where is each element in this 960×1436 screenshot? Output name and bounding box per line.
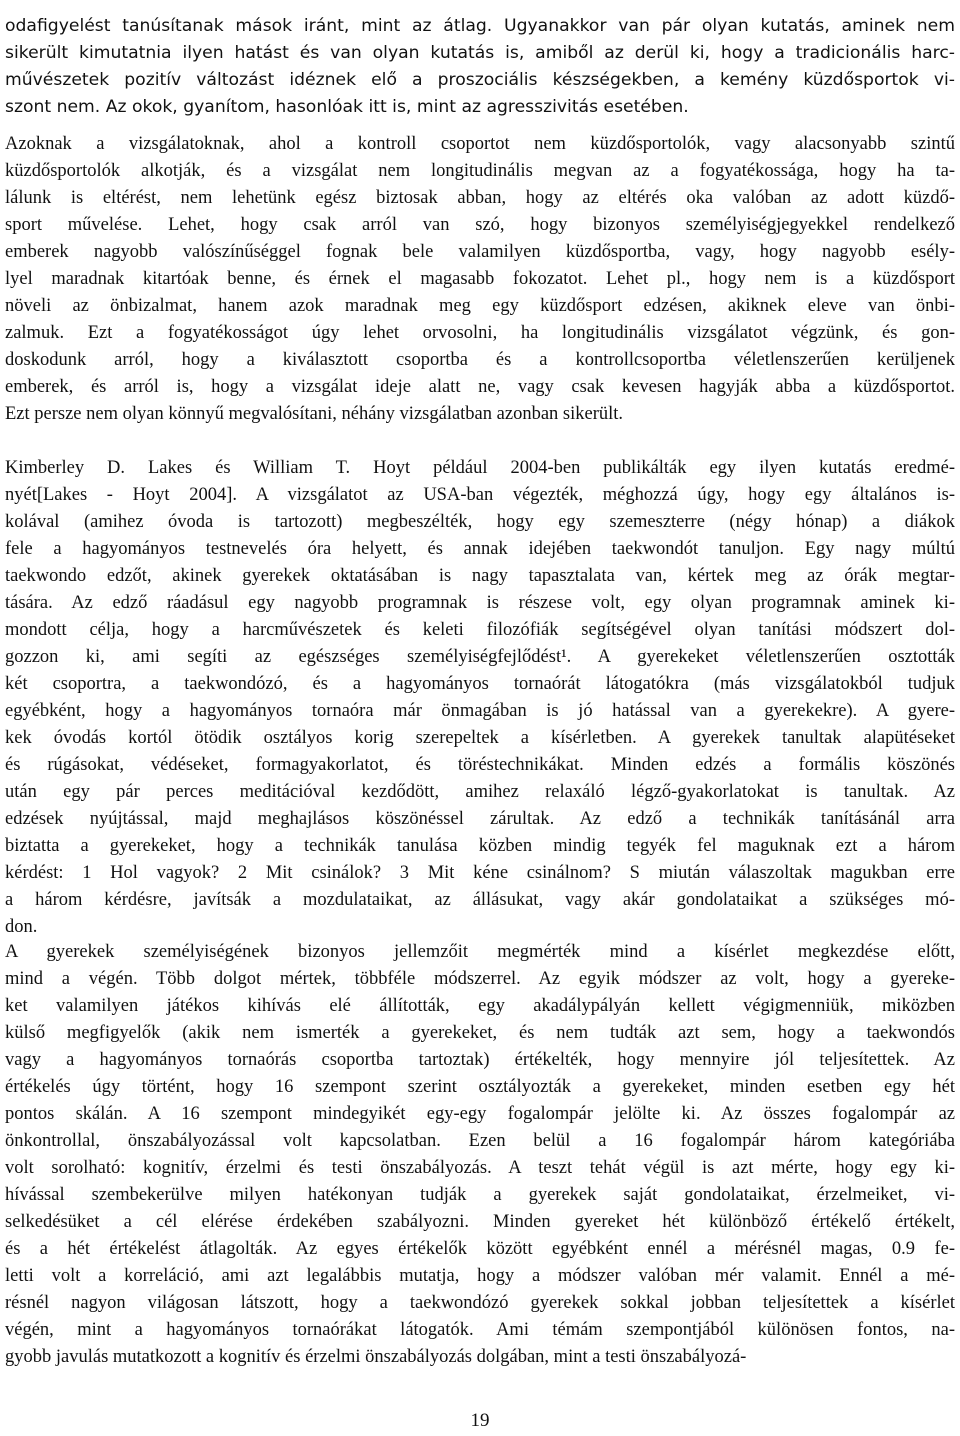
text-line: végén, mint a hagyományos tornaórákat látogatók. Ami témám szempontjából különösen fontos, na- [5, 1320, 955, 1340]
text-line: egyébként, hogy a hagyományos tornaóra már önmagában is jó hatással van a gyerekekre). A gyere- [5, 701, 955, 721]
text-line: fele a hagyományos testnevelés óra helyett, és annak idejében taekwondót tanuljon. Egy nagy múltú [5, 539, 955, 559]
text-line: emberek nagyobb valószínűséggel fognak bele valamilyen küzdősportba, vagy, hogy nagyobb esély- [5, 242, 955, 262]
text-line: önkontrollal, önszabályozással volt kapcsolatban. Ezen belül a 16 fogalompár három kategóriába [5, 1131, 955, 1151]
text-line: A gyerekek személyiségének bizonyos jellemzőit megmérték mind a kísérlet megkezdése előtt, [5, 942, 955, 962]
text-line: lyel maradnak kitartóak benne, és érnek el magasabb fokozatot. Lehet pl., hogy nem is a küzdősport [5, 269, 955, 289]
page-number: 19 [470, 1410, 490, 1431]
text-line: művészetek pozitív változást idéznek elő a proszociális készségekben, a kemény küzdősportok vi- [5, 70, 955, 90]
text-line: és a hét értékelést átlagolták. Az egyes értékelők között egyébként ennél a mérésnél magas, 0.9 fe- [5, 1239, 955, 1259]
text-line: gozzon ki, ami segíti az egészséges személyiségfejlődést¹. A gyerekeket véletlenszerűen osztották [5, 647, 955, 667]
text-line: szont nem. Az okok, gyanítom, hasonlóak itt is, mint az agresszivitás esetében. [5, 97, 689, 117]
text-line: lálunk is eltérést, nem lehetünk egész biztosak abban, hogy az eltérés oka valóban az adott küzdő- [5, 188, 955, 208]
text-line: sport művelése. Lehet, hogy csak arról van szó, hogy bizonyos személyiségjegyekkel rendelkező [5, 215, 955, 235]
text-line: Azoknak a vizsgálatoknak, ahol a kontroll csoportot nem küzdősportolók, vagy alacsonyabb szintű [5, 134, 955, 154]
text-line: volt sorolható: kognitív, érzelmi és testi önszabályozás. A teszt tehát végül is azt mérte, hogy egy ki- [5, 1158, 955, 1178]
text-line: Ezt persze nem olyan könnyű megvalósítani, néhány vizsgálatban azonban sikerült. [5, 404, 624, 424]
text-line: pontos skálán. A 16 szempont mindegyikét egy-egy fogalompár jelölte ki. Az összes fogalompár az [5, 1104, 955, 1124]
text-line: kérdést: 1 Hol vagyok? 2 Mit csinálok? 3 Mit kéne csinálnom? S miután válaszoltak magukban erre [5, 863, 955, 883]
text-line: gyobb javulás mutatkozott a kognitív és érzelmi önszabályozás dolgában, mint a testi önszabályozá- [5, 1347, 747, 1367]
text-line: hívással szembekerülve milyen hatékonyan tudják a gyerekek saját gondolataikat, érzelmeiket, vi- [5, 1185, 955, 1205]
text-line: don. [5, 917, 38, 937]
text-line: nyét[Lakes - Hoyt 2004]. A vizsgálatot az USA-ban végezték, méghozzá úgy, hogy egy általános is- [5, 485, 955, 505]
text-line: mondott célja, hogy a harcművészetek és keleti filozófiák segítségével olyan tanítási módszert dol- [5, 620, 955, 640]
text-line: odafigyelést tanúsítanak mások iránt, mint az átlag. Ugyanakkor van pár olyan kutatás, aminek nem [5, 16, 955, 36]
text-line: doskodunk arról, hogy a kiválasztott csoportba és a kontrollcsoportba véletlenszerűen kerüljenek [5, 350, 955, 370]
text-line: emberek, és arról is, hogy a vizsgálat ideje alatt ne, vagy csak kevesen hagyják abba a küzdősportot. [5, 377, 955, 397]
text-line: mind a végén. Több dolgot mértek, többféle módszerrel. Az egyik módszer az volt, hogy a gyereke- [5, 969, 955, 989]
text-line: zalmuk. Ezt a fogyatékosságot úgy lehet orvosolni, ha longitudinális vizsgálatot végzünk, és gon- [5, 323, 955, 343]
text-line: kolával (amihez óvoda is tartozott) megbeszélték, hogy egy szemeszterre (négy hónap) a diákok [5, 512, 955, 532]
text-line: küzdősportolók alkotják, és a vizsgálat nem longitudinális megvan az a fogyatékossága, hogy ha ta- [5, 161, 955, 181]
text-line: növeli az önbizalmat, hanem azok maradnak meg egy küzdősport edzésen, akiknek eleve van önbi- [5, 296, 955, 316]
text-line: értékelés úgy történt, hogy 16 szempont szerint osztályozták a gyerekeket, minden esetben egy hét [5, 1077, 955, 1097]
text-line: kek óvodás kortól ötödik osztályos korig szerepeltek a kísérletben. A gyerekek tanultak alapütéseket [5, 728, 955, 748]
text-line: tására. Az edző ráadásul egy nagyobb programnak is részese volt, egy olyan programnak aminek ki- [5, 593, 955, 613]
text-line: után egy pár perces meditációval kezdődött, amihez relaxáló légző-gyakorlatokat is tanultak. Az [5, 782, 955, 802]
text-line: edzések nyújtással, majd meghajlásos köszönéssel zárultak. Az edző a technikák tanításánál arra [5, 809, 955, 829]
text-line: taekwondo edzőt, akinek gyerekek oktatásában is nagy tapasztalata van, kértek meg az órák megtar- [5, 566, 955, 586]
text-line: külső megfigyelők (akik nem ismerték a gyerekeket, és nem tudták azt sem, hogy a taekwondós [5, 1023, 955, 1043]
text-line: selkedésüket a cél elérése érdekében szabályozni. Minden gyereket hét különböző értékelő értékelt, [5, 1212, 955, 1232]
text-line: ket valamilyen játékos kihívás elé állították, egy akadálypályán kellett végigmenniük, miközben [5, 996, 955, 1016]
text-line: vagy a hagyományos tornaórás csoportba tartoztak) értékelték, hogy mennyire jól teljesítettek. Az [5, 1050, 955, 1070]
text-line: letti volt a korreláció, ami azt legalábbis mutatja, hogy a módszer valóban mér valamit. Ennél a mé- [5, 1266, 955, 1286]
text-line: Kimberley D. Lakes és William T. Hoyt például 2004-ben publikálták egy ilyen kutatás eredmé- [5, 458, 955, 478]
text-line: biztatta a gyerekeket, hogy a technikák tanulása közben mindig tegyék fel maguknak ezt a három [5, 836, 955, 856]
text-line: és rúgásokat, védéseket, formagyakorlatot, és töréstechnikákat. Minden edzés a formális köszönés [5, 755, 955, 775]
text-line: a három kérdésre, javítsák a mozdulataikat, az állásukat, vagy akár gondolataikat a szükséges mó- [5, 890, 955, 910]
text-line: sikerült kimutatnia ilyen hatást és van olyan kutatás is, amiből az derül ki, hogy a tradicionális harc- [5, 43, 955, 63]
text-line: résnél nagyon világosan látszott, hogy a taekwondózó gyerekek sokkal jobban teljesítettek a kísérlet [5, 1293, 955, 1313]
text-line: két csoportra, a taekwondózó, és a hagyományos tornaórát látogatókra (más vizsgálatokból tudjuk [5, 674, 955, 694]
